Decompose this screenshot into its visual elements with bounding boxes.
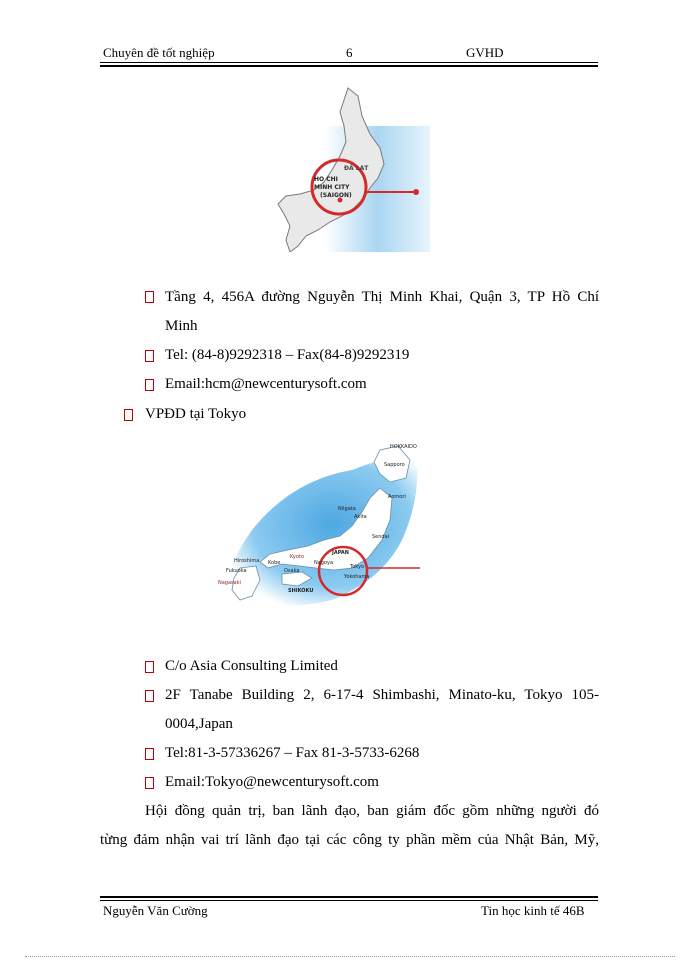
header-rule-thick: [100, 65, 598, 67]
hcm-email: Email:hcm@newcenturysoft.com: [165, 376, 367, 392]
bullet-icon: [124, 409, 133, 421]
footer-rule-thick: [100, 896, 598, 898]
tokyo-email: Email:Tokyo@newcenturysoft.com: [165, 774, 379, 790]
map-label-akita: Akita: [354, 514, 367, 520]
tokyo-heading: VPĐD tại Tokyo: [145, 406, 247, 422]
bullet-icon: [145, 661, 154, 673]
map-label-sendai: Sendai: [372, 534, 390, 540]
map-label-japan: JAPAN: [332, 550, 349, 556]
map-label-saigon: (SAIGON): [320, 192, 352, 199]
header-page-number: 6: [346, 45, 353, 60]
header-title: Chuyên đề tốt nghiệp: [103, 45, 215, 60]
page-break-line: [25, 956, 675, 957]
map-label-kobe: Kobe: [268, 560, 281, 566]
bullet-icon: [145, 748, 154, 760]
map-label-hiroshima: Hiroshima: [234, 558, 260, 564]
bullet-icon: [145, 379, 154, 391]
map-label-minhcity: MINH CITY: [314, 184, 350, 191]
footer-rule: [100, 900, 598, 901]
map-label-tokyo: Tokyo: [350, 564, 364, 570]
map-label-nagasaki: Nagasaki: [218, 580, 241, 586]
footer-author: Nguyễn Văn Cường: [103, 903, 208, 918]
tokyo-address-line2: 0004,Japan: [165, 716, 233, 732]
map-label-dalat: ĐÀ LẠT: [344, 165, 369, 172]
tokyo-phone: Tel:81-3-57336267 – Fax 81-3-5733-6268: [165, 745, 420, 761]
paragraph-line1: Hội đồng quản trị, ban lãnh đạo, ban giám đốc gồm những người đó: [145, 803, 599, 819]
hcm-map-image: [270, 86, 430, 252]
map-label-osaka: Osaka: [284, 568, 300, 574]
hcm-phone: Tel: (84-8)9292318 – Fax(84-8)9292319: [165, 347, 410, 363]
pointer-dot: [413, 189, 419, 195]
footer-class: Tin học kinh tế 46B: [481, 903, 585, 918]
bullet-icon: [145, 291, 154, 303]
hcm-address-line2: Minh: [165, 318, 198, 334]
map-label-shikoku: SHIKOKU: [288, 588, 314, 594]
japan-map-image: [212, 440, 422, 612]
bullet-icon: [145, 690, 154, 702]
map-label-sapporo: Sapporo: [384, 462, 405, 468]
tokyo-company: C/o Asia Consulting Limited: [165, 658, 338, 674]
header-supervisor: GVHD: [466, 45, 504, 60]
header-rule: [100, 62, 598, 63]
map-label-fukuoka: Fukuoka: [226, 568, 247, 574]
map-label-hochi: HO CHI: [314, 176, 338, 183]
hcm-address-line1: Tầng 4, 456A đường Nguyễn Thị Minh Khai, Quận 3, TP Hồ Chí: [165, 289, 599, 305]
bullet-icon: [145, 350, 154, 362]
map-label-hokkaido: HOKKAIDO: [390, 444, 417, 450]
map-label-yokohama: Yokohama: [344, 574, 370, 580]
map-label-niigata: Niigata: [338, 506, 356, 512]
map-label-aomori: Aomori: [388, 494, 406, 500]
map-label-nagoya: Nagoya: [314, 560, 334, 566]
map-label-kyoto: Kyoto: [290, 554, 304, 560]
bullet-icon: [145, 777, 154, 789]
paragraph-line2: từng đảm nhận vai trí lãnh đạo tại các công ty phần mềm của Nhật Bản, Mỹ,: [100, 832, 599, 848]
tokyo-address-line1: 2F Tanabe Building 2, 6-17-4 Shimbashi, Minato-ku, Tokyo 105-: [165, 687, 599, 703]
